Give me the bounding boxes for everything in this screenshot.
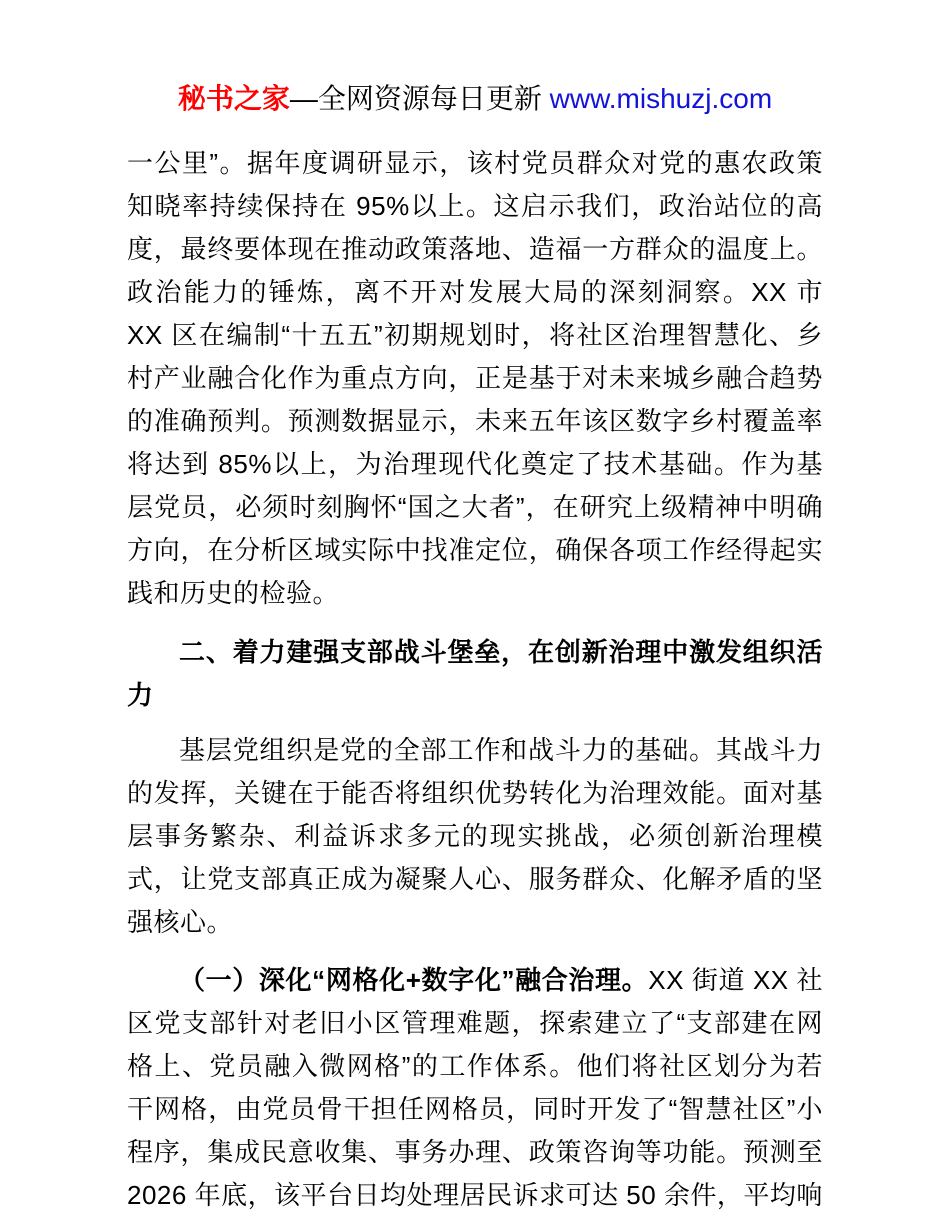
document-body bbox=[127, 142, 823, 1217]
section-2-heading: 二、着力建强支部战斗堡垒，在创新治理中激发组织活力 bbox=[127, 637, 823, 710]
site-tagline-text: —全网资源每日更新 bbox=[289, 83, 550, 114]
paragraph-continuation: 一公里”。据年度调研显示，该村党员群众对党的惠农政策知晓率持续保持在 95%以上。这启示我们，政治站位的高度，最终要体现在推动政策落地、造福一方群众的温度上。政治能力的锤炼，离不开对发展大局的深刻洞察。XX 市 XX 区在编制“十五五”初期规划时，将社区治理智慧化、乡村产业融合化作为重点方向，正是基于对未来城乡融合趋势的准确预判。预测数据显示，未来五年该区数字乡村覆盖率将达到 85%以上，为治理现代化奠定了技术基础。作为基层党员，必须时刻胸怀“国之大者”，在研究上级精神中明确方向，在分析区域实际中找准定位，确保各项工作经得起实践和历史的检验。 bbox=[127, 148, 823, 608]
subsection-1-lead-bold: （一）深化“网格化+数字化”融合治理。 bbox=[179, 965, 649, 995]
subsection-1-body-text: XX 街道 XX 社区党支部针对老旧小区管理难题，探索建立了“支部建在网格上、党员融入微网格”的工作体系。他们将社区划分为若干网格，由党员骨干担任网格员，同时开发了“智慧社区”小程序，集成民意收集、事务办理、政策咨询等功能。预测至 2026 年底，该平台日均处理居民诉求可达 50 余件，平均响 bbox=[127, 965, 823, 1210]
site-header bbox=[0, 82, 950, 116]
site-brand-text: 秘书之家 bbox=[177, 83, 290, 114]
paragraph-subsection-1 bbox=[127, 959, 823, 1217]
site-url-link[interactable]: www.mishuzj.com bbox=[549, 83, 773, 114]
paragraph-section2-intro: 基层党组织是党的全部工作和战斗力的基础。其战斗力的发挥，关键在于能否将组织优势转化为治理效能。面对基层事务繁杂、利益诉求多元的现实挑战，必须创新治理模式，让党支部真正成为凝聚人心、服务群众、化解矛盾的坚强核心。 bbox=[127, 735, 823, 937]
